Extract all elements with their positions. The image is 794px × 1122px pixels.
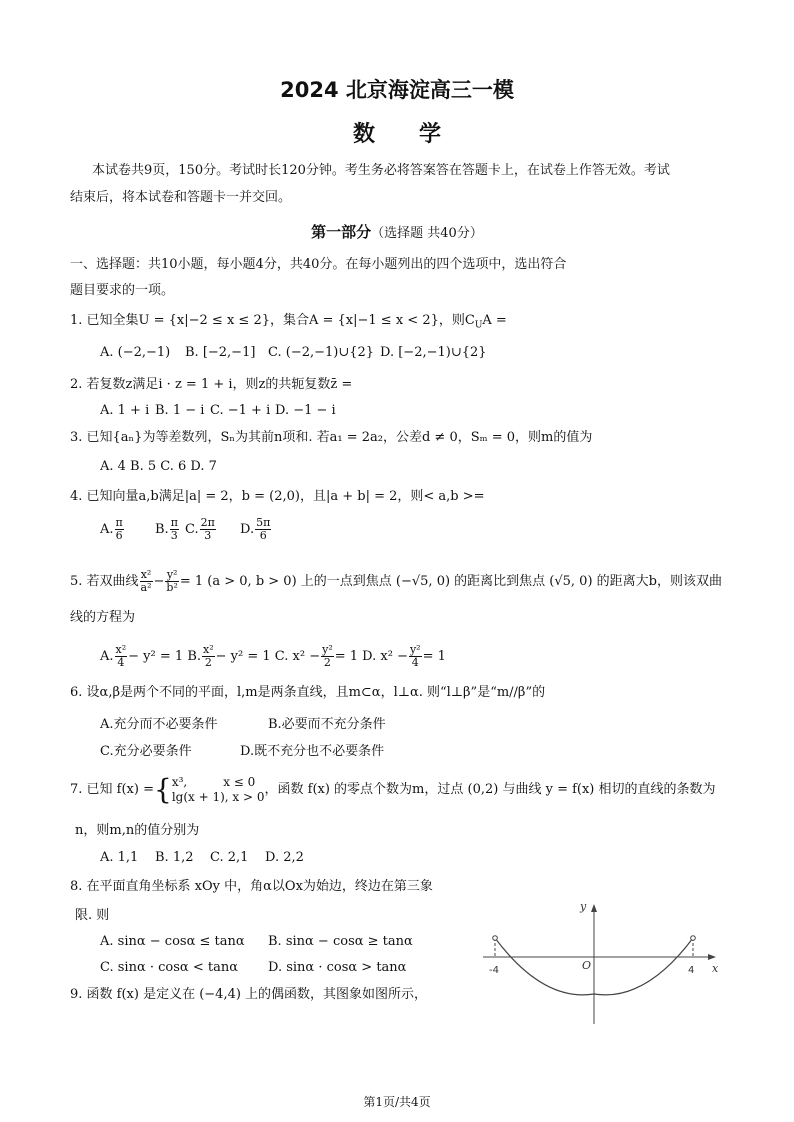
instructions-line-2: 题目要求的一项。	[70, 283, 175, 298]
intro-line-1: 本试卷共9页，150分。考试时长120分钟。考生务必将答案答在答题卡上，在试卷上作答无效。考试	[92, 163, 670, 178]
q7-brace: {	[153, 772, 172, 806]
q5-stem	[70, 569, 722, 595]
q6-option-c: C.充分必要条件	[100, 744, 192, 759]
q5-y-den: b²	[166, 581, 178, 594]
q7-option-d: D. 2,2	[265, 850, 304, 865]
q2-option-a: A. 1 + i	[100, 403, 150, 418]
instructions-line-1: 一、选择题：共10小题，每小题4分，共40分。在每小题列出的四个选项中，选出符合	[70, 257, 567, 272]
q5-b-rest: − y² = 1	[215, 649, 271, 664]
q5-d-rest: = 1	[422, 649, 446, 664]
q3-stem: 3. 已知{aₙ}为等差数列，Sₙ为其前n项和. 若a₁ = 2a₂，公差d ≠ 0，Sₘ = 0，则m的值为	[70, 430, 593, 445]
q5-a-label: A.	[100, 649, 114, 664]
q5-y-num: y²	[166, 568, 178, 581]
q5-a-fraction	[115, 644, 128, 669]
q4-d-num: 5π	[256, 516, 271, 529]
q7-option-b: B. 1,2	[155, 850, 194, 865]
q8-option-b: B. sinα − cosα ≥ tanα	[268, 934, 413, 949]
q7-case-1: x³, x ≤ 0	[171, 774, 256, 789]
q1-option-d: D. [−2,−1)∪{2}	[380, 345, 487, 360]
x-axis-arrow-icon	[708, 954, 716, 960]
q5-x-fraction	[140, 569, 153, 594]
q5-c-fraction	[321, 644, 334, 669]
q5-c-rest: = 1	[334, 649, 359, 664]
q4-c-fraction	[200, 517, 216, 542]
q5-a-num: x²	[115, 643, 127, 656]
q5-b-label: B.	[187, 649, 201, 664]
q2-option-d: D. −1 − i	[275, 403, 336, 418]
y-axis-arrow-icon	[591, 904, 597, 912]
q5-d-label: D. x² −	[362, 649, 408, 664]
part1-subtitle: （选择题 共40分）	[371, 226, 483, 241]
q4-stem: 4. 已知向量a,b满足|a| = 2，b = (2,0)，且|a + b| = 2，则< a,b >=	[70, 489, 485, 504]
q5-options	[100, 644, 446, 670]
q4-option-b	[155, 517, 180, 542]
q4-b-label: B.	[155, 522, 169, 537]
part1-heading	[0, 221, 794, 242]
q4-d-label: D.	[240, 522, 255, 537]
q4-b-den: 3	[170, 529, 178, 542]
q5-c-den: 2	[323, 656, 331, 669]
q5-c-num: y²	[322, 643, 333, 656]
q6-option-b: B.必要而不充分条件	[268, 717, 386, 732]
q5-x-den: a²	[140, 581, 152, 594]
page-footer: 第1页/共4页	[363, 1095, 431, 1109]
q7-option-c: C. 2,1	[210, 850, 249, 865]
q4-d-den: 6	[259, 529, 267, 542]
q4-c-num: 2π	[200, 516, 215, 529]
q7-option-a: A. 1,1	[100, 850, 139, 865]
q2-stem: 2. 若复数z满足i · z = 1 + i，则z的共轭复数z̄ =	[70, 377, 353, 392]
origin-label: O	[582, 959, 592, 972]
x-axis-label: x	[712, 962, 719, 975]
q3-options: A. 4 B. 5 C. 6 D. 7	[100, 459, 217, 474]
q1-option-a: A. (−2,−1)	[100, 345, 171, 360]
q8-line-2: 限. 则	[75, 908, 110, 923]
q4-c-den: 3	[204, 529, 212, 542]
q5-b-den: 2	[204, 656, 212, 669]
q1-option-b: B. [−2,−1]	[185, 345, 256, 360]
q7-case-2: lg(x + 1), x > 0	[171, 789, 265, 804]
q4-b-fraction	[170, 517, 179, 542]
q6-stem: 6. 设α,β是两个不同的平面，l,m是两条直线，且m⊂α，l⊥α. 则“l⊥β”是“m//β”的	[70, 685, 546, 700]
q7-stem	[70, 773, 716, 807]
q6-option-a: A.充分而不必要条件	[100, 717, 218, 732]
q8-option-a: A. sinα − cosα ≤ tanα	[100, 934, 245, 949]
q4-c-label: C.	[185, 522, 199, 537]
q2-option-b: B. 1 − i	[155, 403, 205, 418]
q7-stem-pre: 7. 已知 f(x) =	[70, 782, 154, 797]
q8-option-c: C. sinα · cosα < tanα	[100, 960, 238, 975]
y-axis-label: y	[580, 900, 587, 913]
q5-x-num: x²	[140, 568, 152, 581]
neg-four-label: -4	[489, 965, 499, 976]
q1-stem-text: 1. 已知全集U = {x|−2 ≤ x ≤ 2}，集合A = {x|−1 ≤ x < 2}，则C	[70, 313, 475, 328]
q4-option-a	[100, 517, 125, 542]
q5-a-rest: − y² = 1	[128, 649, 184, 664]
function-graph	[478, 898, 728, 1028]
q5-minus: −	[153, 574, 165, 589]
q5-stem-post: = 1 (a > 0, b > 0) 上的一点到焦点 (−√5, 0) 的距离比到焦点 (√5, 0) 的距离大b，则该双曲	[179, 574, 722, 589]
q1-option-c: C. (−2,−1)∪{2}	[268, 345, 375, 360]
intro-line-2: 结束后，将本试卷和答题卡一并交回。	[70, 190, 292, 205]
q5-d-den: 4	[411, 656, 419, 669]
q4-option-c	[185, 517, 217, 542]
q8-option-d: D. sinα · cosα > tanα	[268, 960, 407, 975]
q4-option-d	[240, 517, 272, 542]
q5-b-fraction	[202, 644, 215, 669]
q5-line-2: 线的方程为	[70, 610, 136, 625]
q4-a-label: A.	[100, 522, 114, 537]
q1-stem	[70, 312, 507, 335]
q9-line-1: 9. 函数 f(x) 是定义在 (−4,4) 上的偶函数，其图象如图所示，	[70, 987, 428, 1002]
q6-option-d: D.既不充分也不必要条件	[240, 744, 385, 759]
q4-d-fraction	[255, 517, 271, 542]
q5-d-num: y²	[409, 643, 421, 656]
q5-b-num: x²	[203, 643, 214, 656]
q5-y-fraction	[165, 569, 178, 594]
right-open-endpoint	[691, 936, 696, 941]
q7-cases	[172, 775, 265, 805]
q5-d-fraction	[409, 644, 422, 669]
q7-stem-post: ，函数 f(x) 的零点个数为m，过点 (0,2) 与曲线 y = f(x) 相切的直线的条数为	[264, 782, 716, 797]
q5-stem-pre: 5. 若双曲线	[70, 574, 139, 589]
subject-title: 数 学	[352, 122, 441, 147]
left-open-endpoint	[493, 936, 498, 941]
q8-line-1: 8. 在平面直角坐标系 xOy 中，角α以Ox为始边，终边在第三象	[70, 879, 433, 894]
q4-a-fraction	[115, 517, 124, 542]
pos-four-label: 4	[688, 965, 695, 976]
q1-stem-sub: U	[474, 320, 483, 331]
part1-title: 第一部分	[311, 223, 372, 241]
q1-stem-end: A =	[482, 313, 507, 328]
q4-a-den: 6	[115, 529, 123, 542]
q7-line-2: n，则m,n的值分别为	[75, 823, 200, 838]
q4-a-num: π	[115, 516, 123, 529]
q5-c-label: C. x² −	[274, 649, 321, 664]
q4-b-num: π	[170, 516, 178, 529]
q2-option-c: C. −1 + i	[210, 403, 271, 418]
exam-title: 2024 北京海淀高三一模	[280, 78, 514, 102]
q5-a-den: 4	[117, 656, 125, 669]
